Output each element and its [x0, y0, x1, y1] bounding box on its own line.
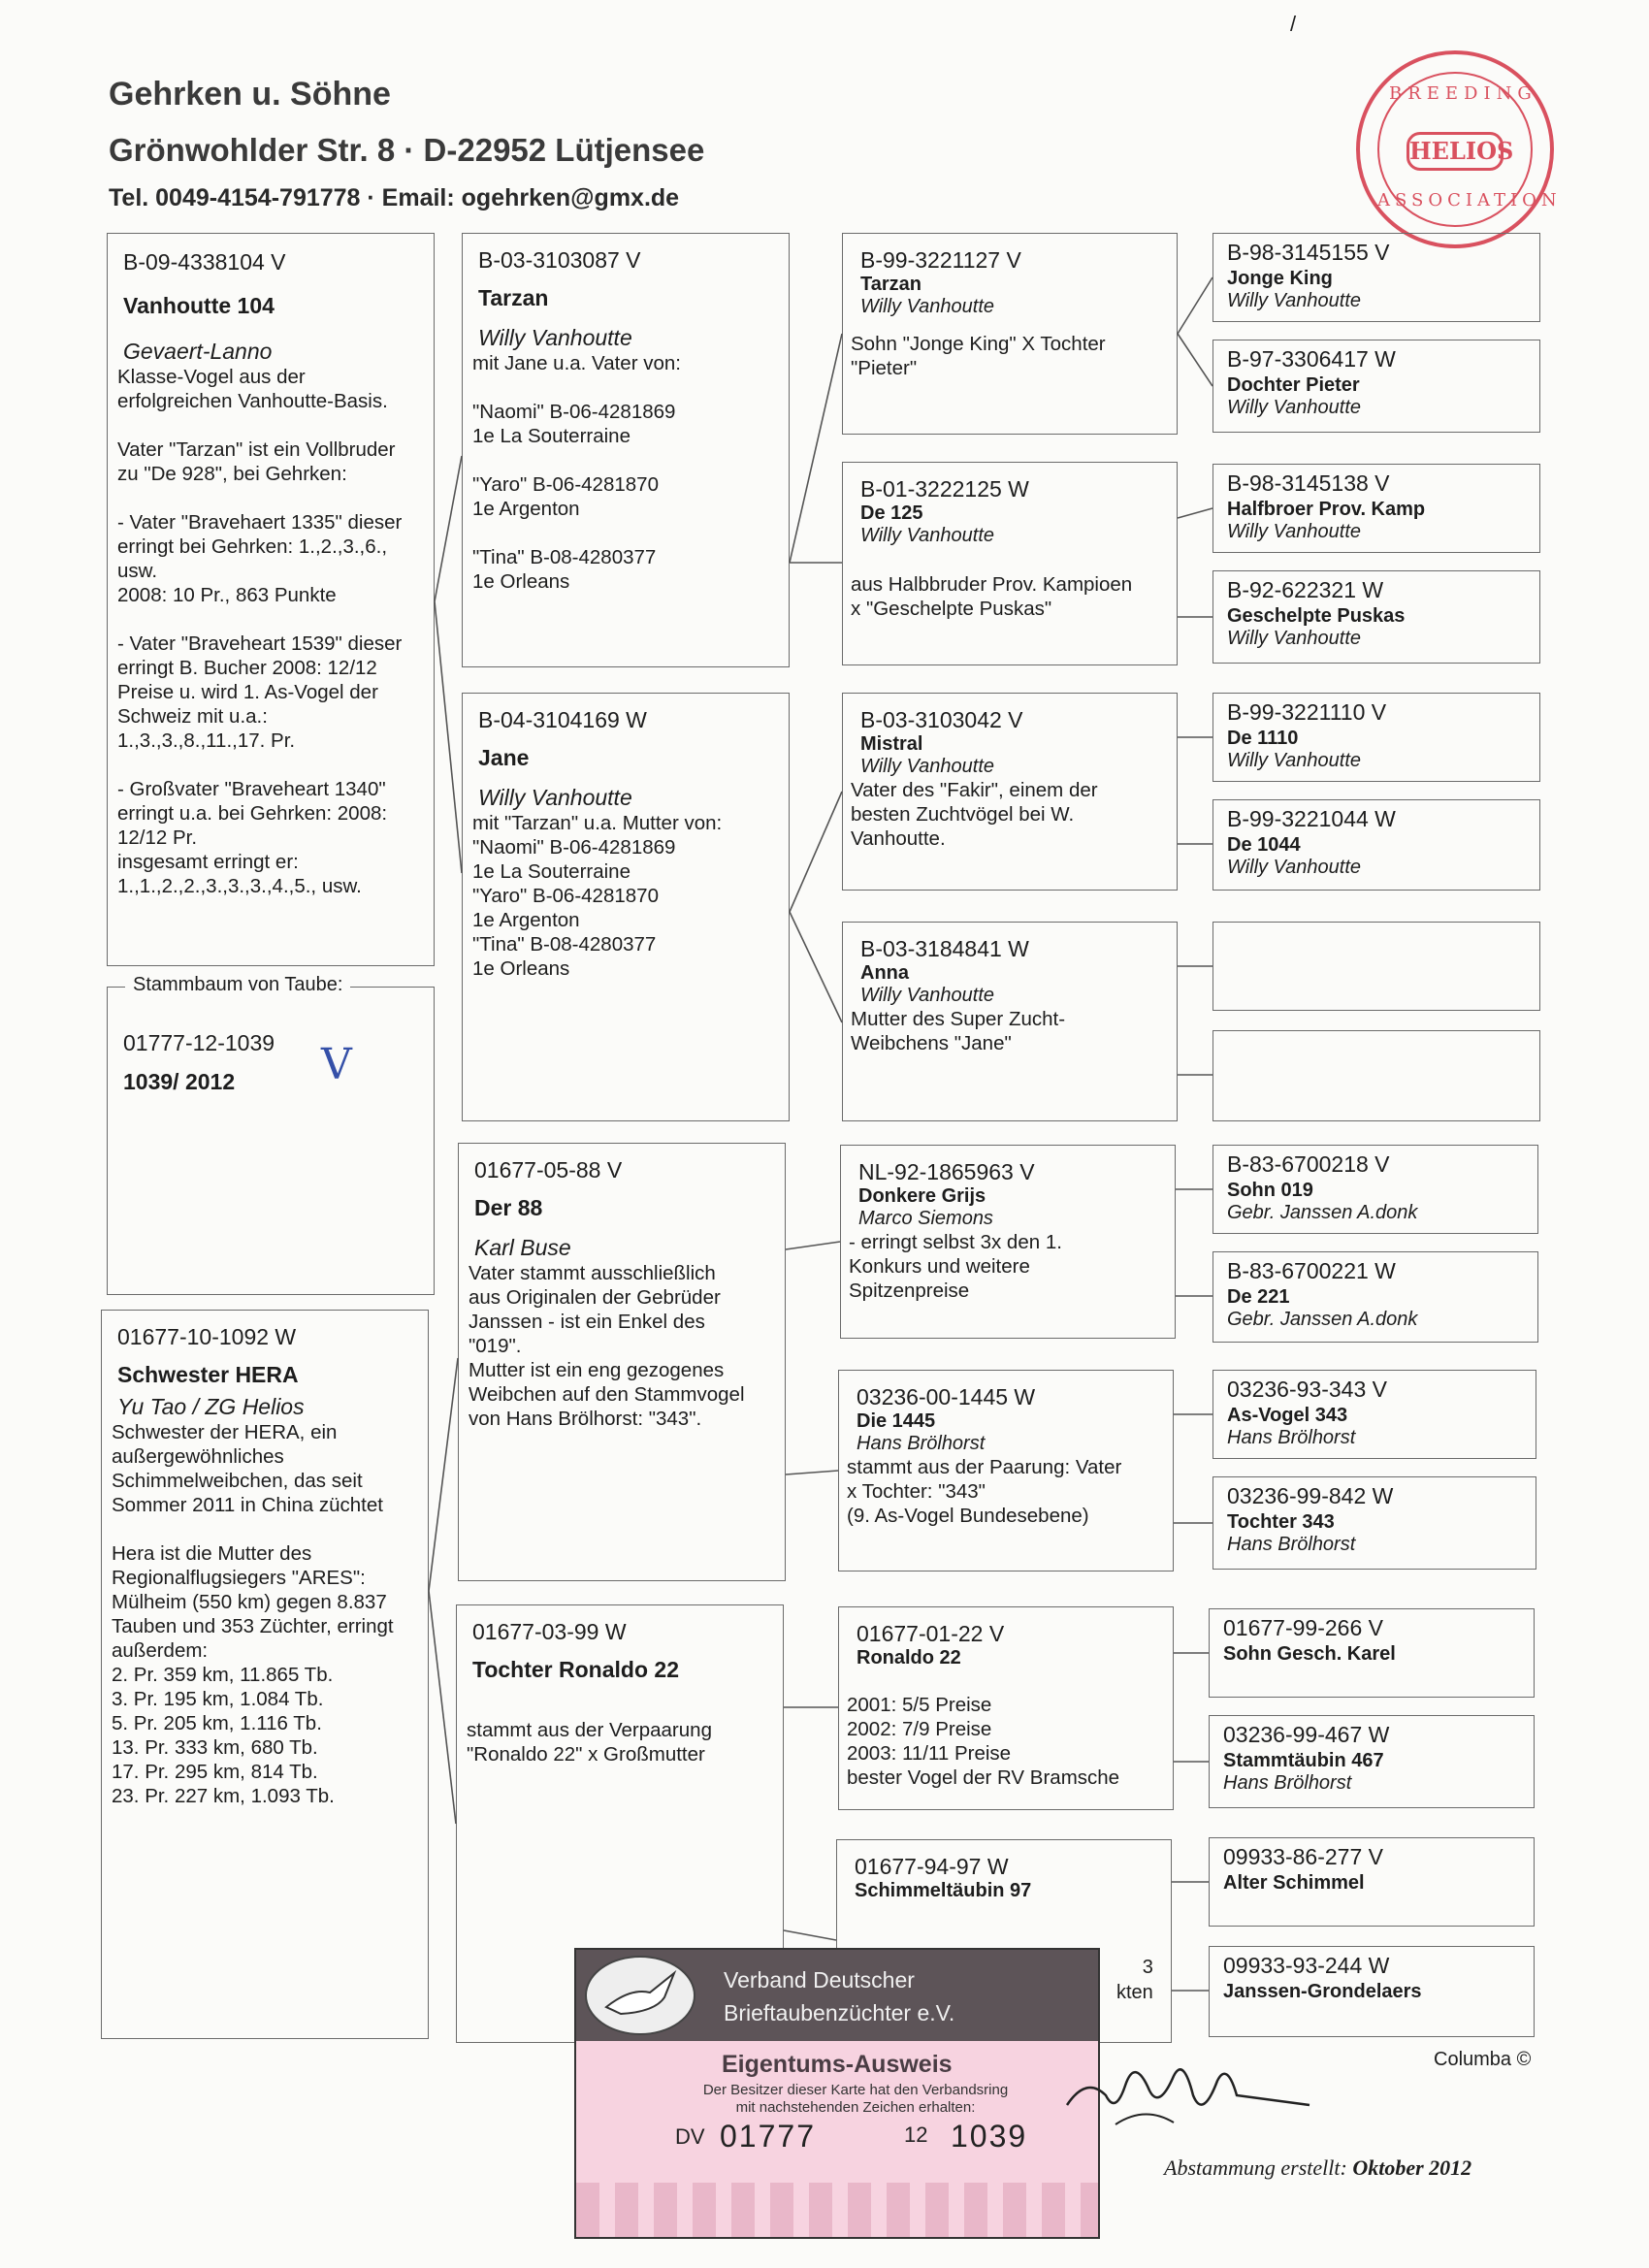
- gen3-ring: 03236-00-1445 W: [857, 1384, 1036, 1409]
- created-date: [1164, 2155, 1471, 2181]
- gen2-breeder: Willy Vanhoutte: [478, 325, 632, 350]
- gen3-name: Donkere Grijs: [858, 1185, 986, 1207]
- seal-top-text: BREEDING: [1389, 83, 1537, 104]
- gen4-breeder: Gebr. Janssen A.donk: [1227, 1202, 1418, 1223]
- gen3-name: De 125: [860, 502, 923, 524]
- gen3-ring: 01677-01-22 V: [857, 1621, 1005, 1646]
- gen4-breeder: Willy Vanhoutte: [1227, 290, 1362, 311]
- gen4-ring: B-99-3221110 V: [1227, 699, 1387, 725]
- gen4-ring: B-83-6700221 W: [1227, 1258, 1396, 1283]
- gen2-ring: B-04-3104169 W: [478, 707, 647, 732]
- gen2-name: Tochter Ronaldo 22: [472, 1657, 679, 1682]
- gen3-ring: 01677-94-97 W: [855, 1854, 1009, 1879]
- sister-ring: 01677-10-1092 W: [117, 1324, 297, 1349]
- gen4-breeder: Willy Vanhoutte: [1227, 750, 1362, 771]
- ownership-card: [574, 1948, 1100, 2239]
- seal-center-text: HELIOS: [1406, 132, 1504, 171]
- signature: [1057, 2037, 1329, 2144]
- gen4-breeder: Hans Brölhorst: [1223, 1772, 1352, 1794]
- gen2-text: mit Jane u.a. Vater von: "Naomi" B-06-4281869 1e La Souterraine "Yaro" B-06-4281870 1e Argenton "Tina" B-08-4280377 1e Orleans: [472, 352, 681, 593]
- gen3-ring: B-03-3184841 W: [860, 936, 1029, 961]
- gen4-name: Janssen-Grondelaers: [1223, 1981, 1422, 2002]
- gen3-name: Tarzan: [860, 274, 922, 295]
- subject-name: Vanhoutte 104: [123, 293, 275, 318]
- gen4-name: De 1110: [1227, 728, 1299, 749]
- gen2-text: stammt aus der Verpaarung "Ronaldo 22" x Großmutter: [467, 1719, 712, 1766]
- gen4-breeder: Willy Vanhoutte: [1227, 397, 1362, 418]
- gen3-text: Sohn "Jonge King" X Tochter "Pieter": [851, 333, 1106, 379]
- gen4-name: Halfbroer Prov. Kamp: [1227, 499, 1426, 520]
- gen4-ring: 09933-86-277 V: [1223, 1844, 1383, 1869]
- sister-text: Schwester der HERA, ein außergewöhnliches Schimmelweibchen, das seit Sommer 2011 in China züchtet Hera ist die Mutter des Regionalflugsiegers "ARES": Mülheim (550 km) gegen 8.837 Tauben und 353 Züchter, erringt außerdem: 2. Pr. 359 km, 11.865 Tb. 3. Pr. 195 km, 1.084 Tb. 5. Pr. 205 km, 1.116 Tb. 13. Pr. 333 km, 680 Tb. 17. Pr. 295 km, 814 Tb. 23. Pr. 227 km, 1.093 Tb.: [112, 1421, 394, 1807]
- gen3-breeder: Willy Vanhoutte: [860, 525, 995, 546]
- gen3-name: Die 1445: [857, 1410, 936, 1432]
- breeder-address: Grönwohlder Str. 8 · D-22952 Lütjensee: [109, 132, 705, 168]
- gen4-ring: 03236-99-842 W: [1227, 1483, 1394, 1508]
- gen3-text: - erringt selbst 3x den 1. Konkurs und weitere Spitzenpreise: [849, 1231, 1062, 1302]
- gen4-breeder: Willy Vanhoutte: [1227, 857, 1362, 878]
- sister-breeder: Yu Tao / ZG Helios: [117, 1394, 305, 1419]
- breeder-contact: Tel. 0049-4154-791778 · Email: ogehrken@gmx.de: [109, 184, 680, 211]
- stammbaum-ring: 01777-12-1039: [123, 1030, 275, 1055]
- gen3-text: stammt aus der Paarung: Vater x Tochter: "343" (9. As-Vogel Bundesebene): [847, 1456, 1122, 1527]
- card-dv-label: DV: [675, 2124, 705, 2149]
- gen4-breeder: Hans Brölhorst: [1227, 1427, 1356, 1448]
- gen4-ring: B-99-3221044 W: [1227, 806, 1396, 831]
- sister-name: Schwester HERA: [117, 1362, 299, 1387]
- gen4-ring: 03236-93-343 V: [1227, 1377, 1387, 1402]
- card-ring-year: 12: [904, 2122, 928, 2147]
- gen3-ring: B-03-3103042 V: [860, 707, 1023, 732]
- gen3-breeder: Willy Vanhoutte: [860, 296, 995, 317]
- subject-breeder: Gevaert-Lanno: [123, 339, 273, 364]
- gen4-name: Sohn Gesch. Karel: [1223, 1643, 1396, 1665]
- check-mark: V: [321, 1040, 352, 1089]
- gen4-ring: B-97-3306417 W: [1227, 346, 1396, 372]
- gen2-name: Der 88: [474, 1195, 543, 1220]
- gen4-ring: B-98-3145138 V: [1227, 470, 1390, 496]
- created-date-value: Oktober 2012: [1352, 2155, 1472, 2180]
- gen3-name: Schimmeltäubin 97: [855, 1880, 1032, 1901]
- gen2-ring: B-03-3103087 V: [478, 247, 641, 273]
- gen3-breeder: Marco Siemons: [858, 1208, 993, 1229]
- card-pattern: [576, 2183, 1098, 2239]
- gen4-ring: 09933-93-244 W: [1223, 1953, 1390, 1978]
- gen3-text: 2001: 5/5 Preise 2002: 7/9 Preise 2003: 11/11 Preise bester Vogel der RV Bramsche: [847, 1694, 1120, 1789]
- gen3-ring: B-01-3222125 W: [860, 476, 1029, 502]
- gen3-breeder: Hans Brölhorst: [857, 1433, 986, 1454]
- gen4-name: Geschelpte Puskas: [1227, 605, 1406, 627]
- gen4-name: Tochter 343: [1227, 1511, 1335, 1533]
- gen3-ring: B-99-3221127 V: [860, 247, 1021, 273]
- gen4-breeder: Hans Brölhorst: [1227, 1534, 1356, 1555]
- gen4-ring: B-98-3145155 V: [1227, 240, 1390, 265]
- stammbaum-short: 1039/ 2012: [123, 1069, 236, 1094]
- gen4-breeder: Willy Vanhoutte: [1227, 521, 1362, 542]
- card-subtitle: Der Besitzer dieser Karte hat den Verbandsring mit nachstehenden Zeichen erhalten:: [702, 2082, 1009, 2116]
- stray-mark: /: [1290, 12, 1297, 36]
- copyright-label: Columba ©: [1434, 2049, 1532, 2070]
- gen4-breeder: Willy Vanhoutte: [1227, 628, 1362, 649]
- gen2-ring: 01677-03-99 W: [472, 1619, 627, 1644]
- gen4-name: As-Vogel 343: [1227, 1405, 1348, 1426]
- subject-ring: B-09-4338104 V: [123, 249, 286, 275]
- gen4-ring: B-92-622321 W: [1227, 577, 1384, 602]
- gen4-name: Dochter Pieter: [1227, 374, 1360, 396]
- gen2-breeder: Willy Vanhoutte: [478, 785, 632, 810]
- gen3-text: aus Halbbruder Prov. Kampioen x "Geschelpte Puskas": [851, 573, 1133, 620]
- gen3-name: Mistral: [860, 733, 923, 755]
- created-date-label: Abstammung erstellt:: [1164, 2155, 1347, 2180]
- card-org-line2: Brieftaubenzüchter e.V.: [724, 2000, 955, 2025]
- card-header: [576, 1950, 1098, 2041]
- gen4-ring: B-83-6700218 V: [1227, 1151, 1390, 1177]
- gen3-breeder: Willy Vanhoutte: [860, 985, 995, 1006]
- gen4-name: De 221: [1227, 1286, 1290, 1308]
- gen4-name: De 1044: [1227, 834, 1301, 856]
- gen2-text: mit "Tarzan" u.a. Mutter von: "Naomi" B-06-4281869 1e La Souterraine "Yaro" B-06-4281870 1e Argenton "Tina" B-08-4280377 1e Orleans: [472, 812, 723, 980]
- gen3-breeder: Willy Vanhoutte: [860, 756, 995, 777]
- card-title: Eigentums-Ausweis: [722, 2051, 953, 2078]
- gen4-name: Stammtäubin 467: [1223, 1750, 1384, 1771]
- card-org-line1: Verband Deutscher: [724, 1967, 915, 1993]
- gen3-text: Vater des "Fakir", einem der besten Zuchtvögel bei W. Vanhoutte.: [851, 779, 1098, 850]
- gen3-peek-text: 3 kten: [1116, 1957, 1153, 2003]
- gen3-name: Ronaldo 22: [857, 1647, 961, 1669]
- gen4-name: Alter Schimmel: [1223, 1872, 1365, 1894]
- gen4-name: Sohn 019: [1227, 1180, 1313, 1201]
- gen4-ring: 03236-99-467 W: [1223, 1722, 1390, 1747]
- gen2-name: Jane: [478, 745, 530, 770]
- gen2-text: Vater stammt ausschließlich aus Originalen der Gebrüder Janssen - ist ein Enkel des "019". Mutter ist ein eng gezogenes Weibchen auf den Stammvogel von Hans Brölhorst: "343".: [469, 1262, 745, 1430]
- card-ring-serial: 1039: [951, 2119, 1028, 2154]
- gen4-ring: 01677-99-266 V: [1223, 1615, 1383, 1640]
- gen3-name: Anna: [860, 962, 909, 984]
- subject-text: Klasse-Vogel aus der erfolgreichen Vanhoutte-Basis. Vater "Tarzan" ist ein Vollbruder zu "De 928", bei Gehrken: - Vater "Bravehaert 1335" dieser erringt bei Gehrken: 1.,2.,3.,6., usw. 2008: 10 Pr., 863 Punkte - Vater "Braveheart 1539" dieser erringt B. Bucher 2008: 12/12 Preise u. wird 1. As-Vogel der Schweiz mit u.a.: 1.,3.,3.,8.,11.,17. Pr. - Großvater "Braveheart 1340" erringt u.a. bei Gehrken: 2008: 12/12 Pr. insgesamt erringt er: 1.,1.,2.,2.,3.,3.,3.,4.,5., usw.: [117, 366, 403, 897]
- gen3-text: Mutter des Super Zucht- Weibchens "Jane": [851, 1008, 1066, 1054]
- stammbaum-label: Stammbaum von Taube:: [125, 974, 350, 996]
- breeder-name: Gehrken u. Söhne: [109, 76, 391, 113]
- gen4-breeder: Gebr. Janssen A.donk: [1227, 1309, 1418, 1330]
- card-ring-number: 01777: [720, 2119, 816, 2154]
- gen2-ring: 01677-05-88 V: [474, 1157, 623, 1183]
- gen3-ring: NL-92-1865963 V: [858, 1159, 1035, 1184]
- seal-bottom-text: ASSOCIATION: [1377, 190, 1562, 211]
- gen2-breeder: Karl Buse: [474, 1235, 571, 1260]
- gen4-name: Jonge King: [1227, 268, 1333, 289]
- dove-icon: [582, 1954, 698, 2037]
- gen2-name: Tarzan: [478, 285, 549, 310]
